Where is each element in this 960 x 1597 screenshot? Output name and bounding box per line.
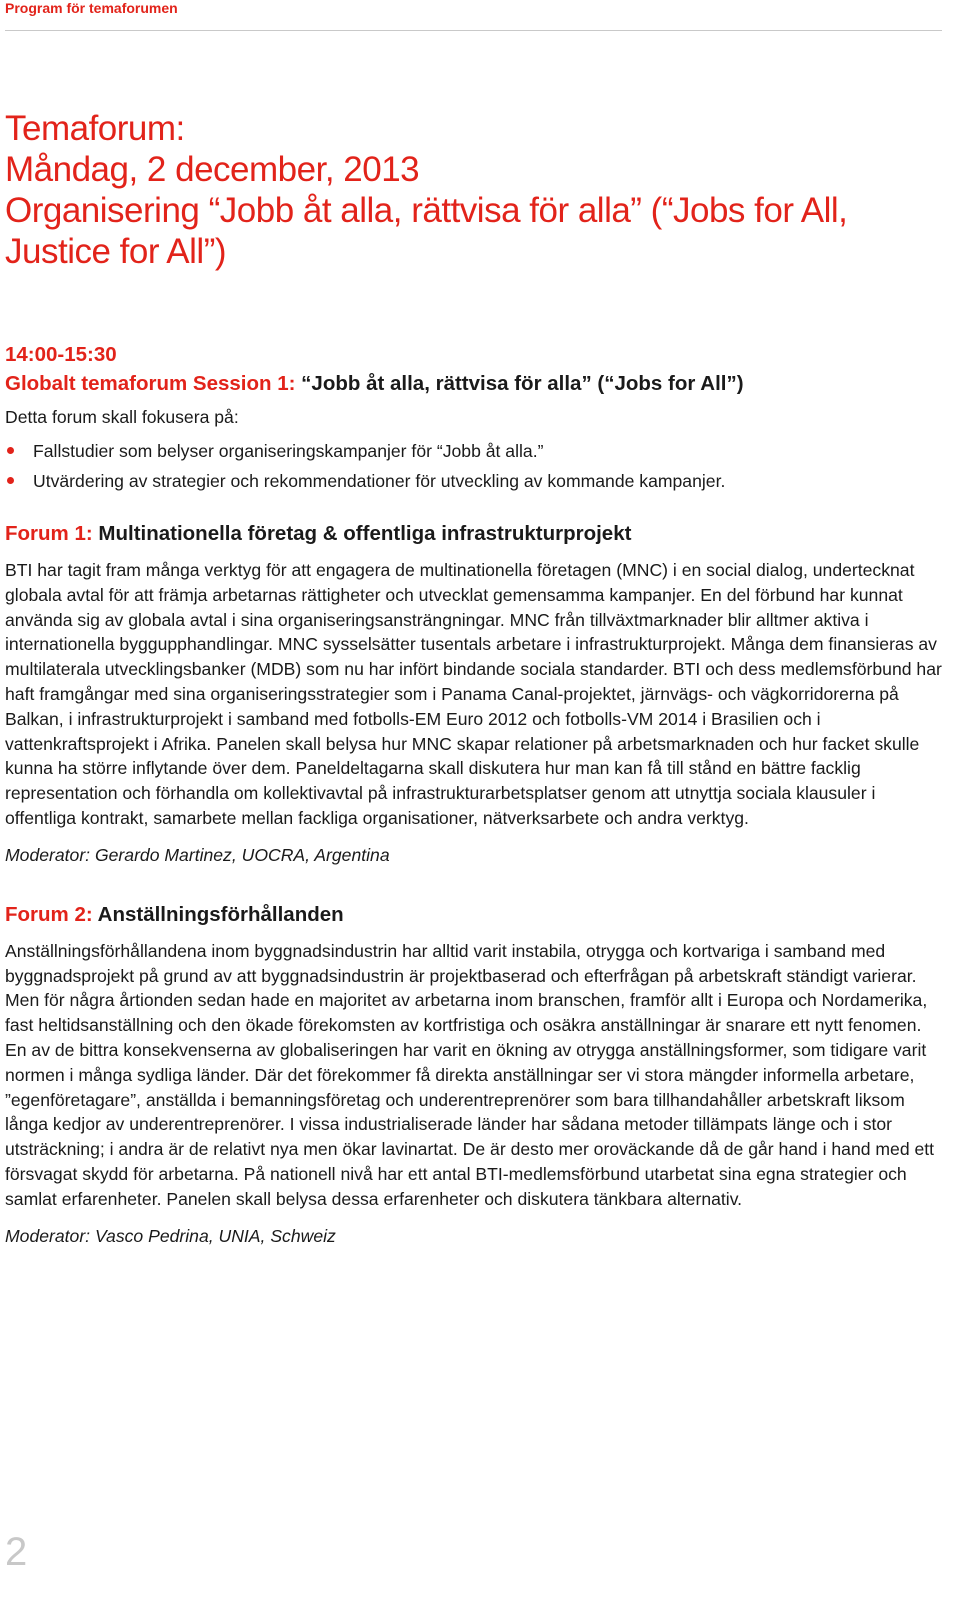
- page-number: 2: [5, 1530, 28, 1574]
- bullet-icon: [7, 477, 14, 484]
- main-content: [5, 341, 945, 1248]
- title-line-2: Måndag, 2 december, 2013: [5, 150, 420, 189]
- forum-2-moderator: Moderator: Vasco Pedrina, UNIA, Schweiz: [5, 1225, 336, 1246]
- forum-2-body: Anställningsförhållandena inom byggnadsindustrin har alltid varit instabila, otrygga och kortvariga i samband med byggnadsprojekt på grund av att byggnadsindustrin är projektbaserad och efterfrågan på arbetskraft ständigt varierar. Men för några årtionden sedan hade en majoritet av arbetarna inom branschen, framför allt i Europa och Nordamerika, fast heltidsanställning och den ökade förekomsten av kortfristiga och osäkra anställningar är snarare ett nytt fenomen. En av de bittra konsekvenserna av globaliseringen har varit en ökning av otrygga anställningsformer, som tidigare varit normen i många sydliga länder. Där det förekommer få direkta anställningar ser vi stora mängder informella arbetare, ”egenföretagare”, anställda i bemanningsföretag och underentreprenörer som bara tillhandahåller arbetskraft liksom långa kedjor av underentreprenörer. I vissa industrialiserade länder har sådana metoder tillämpats länge och i stor utsträckning; i andra är de relativt nya men ökar lavinartat. De är desto mer oroväckande då de går hand i hand med ett försvagat skydd för arbetarna. På nationell nivå har ett antal BTI-medlemsförbund utarbetat sina egna strategier och samlat erfarenheter. Panelen skall belysa dessa erfarenheter och diskutera tänkbara alternativ.: [5, 940, 935, 1209]
- title-line-3: Organisering “Jobb åt alla, rättvisa för alla” (“Jobs for All,: [5, 191, 848, 230]
- bullet-text: Utvärdering av strategier och rekommendationer för utveckling av kommande kampanjer.: [33, 471, 726, 491]
- bullet-text: Fallstudier som belyser organiseringskampanjer för “Jobb åt alla.”: [33, 441, 544, 461]
- forum-2-label: Forum 2:: [5, 902, 93, 926]
- list-item: [5, 436, 945, 466]
- session-label: Globalt temaforum Session 1:: [5, 372, 296, 395]
- title-line-1: Temaforum:: [5, 109, 185, 148]
- session-bullet-list: [5, 436, 945, 496]
- title-line-4: Justice for All”): [5, 232, 226, 271]
- session-time: 14:00-15:30: [5, 343, 117, 366]
- session-title: “Jobb åt alla, rättvisa för alla” (“Jobs for All”): [295, 372, 744, 395]
- header-divider: [5, 30, 942, 31]
- session-intro: Detta forum skall fokusera på:: [5, 407, 239, 427]
- session-heading: [5, 369, 945, 399]
- bullet-icon: [7, 447, 14, 454]
- forum-1-moderator: Moderator: Gerardo Martinez, UOCRA, Argentina: [5, 844, 390, 865]
- forum-2-heading: [5, 901, 945, 929]
- list-item: [5, 466, 945, 496]
- forum-1-label: Forum 1:: [5, 522, 93, 545]
- forum-1-title: Multinationella företag & offentliga infrastrukturprojekt: [92, 522, 632, 545]
- forum-2-title: Anställningsförhållanden: [92, 902, 344, 926]
- section-label: Program för temaforumen: [5, 0, 178, 16]
- forum-1-heading: [5, 520, 945, 548]
- forum-1-body: BTI har tagit fram många verktyg för att engagera de multinationella företagen (MNC) i en social dialog, undertecknat globala avtal för att främja arbetarnas rättigheter och utvecklat gemensamma kampanjer. En del förbund har kunnat använda sig av globala avtal i sina organiseringsansträngningar. MNC från tillväxtmarknader blir alltmer aktiva i internationella byggupphandlingar. MNC sysselsätter tusentals arbetare i infrastrukturprojekt. Många dem finansieras av multilaterala utvecklingsbanker (MDB) som nu har infört bindande sociala standarder. BTI och dess medlemsförbund har haft framgångar med sina organiseringsstrategier som i Panama Canal-projektet, järnvägs- och vägkorridorerna på Balkan, i infrastrukturprojekt i samband med fotbolls-EM Euro 2012 och fotbolls-VM 2014 i Brasilien och i vattenkraftsprojekt i Afrika. Panelen skall belysa hur MNC skapar relationer på arbetsmarknaden och hur facket skulle kunna ha större inflytande över dem. Paneldeltagarna skall diskutera hur man kan få till stånd en bättre facklig representation och förhandla om kollektivavtal på infrastrukturarbetsplatser genom att utnyttja sociala klausuler i offentliga kontrakt, samarbete mellan fackliga organisationer, nätverksarbete och andra verktyg.: [5, 560, 942, 828]
- page-title: [5, 108, 945, 272]
